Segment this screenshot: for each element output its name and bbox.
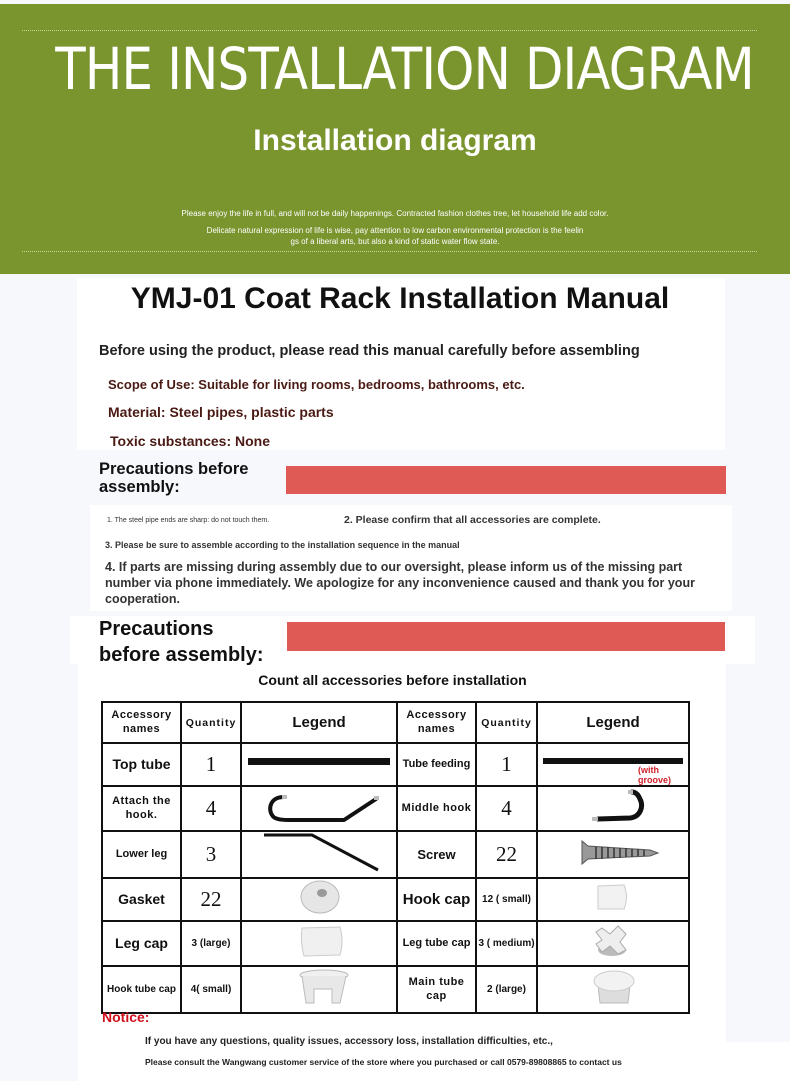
accessory-quantity: 4: [476, 786, 537, 831]
leg-tube-cap-icon: [540, 922, 686, 960]
legend-cell: [241, 831, 397, 878]
precautions-heading-2-line1: Precautions: [99, 618, 214, 640]
accessory-quantity: 22: [476, 831, 537, 878]
attach-hook-icon: [244, 787, 394, 825]
lower-leg-icon: [244, 832, 394, 872]
legend-cell: [241, 743, 397, 786]
precaution-note-1: 1. The steel pipe ends are sharp: do not touch them.: [107, 517, 270, 524]
header-quantity: Quantity: [476, 702, 537, 743]
manual-title: YMJ-01 Coat Rack Installation Manual: [130, 282, 670, 315]
accessory-quantity: 22: [181, 878, 241, 921]
hook-tube-cap-icon: [244, 967, 394, 1007]
precautions-heading: Precautions before assembly:: [99, 460, 249, 497]
banner-tagline-3: gs of a liberal arts, but also a kind of static water flow state.: [290, 237, 500, 246]
groove-note: (with groove): [638, 765, 672, 785]
accessory-name: Screw: [397, 831, 476, 878]
legend-cell: [537, 921, 689, 966]
gasket-icon: [244, 879, 394, 915]
table-row: [102, 966, 689, 1013]
hook-cap-icon: [540, 881, 686, 913]
accessory-quantity: 1: [476, 743, 537, 786]
table-row: [102, 786, 689, 831]
notice-label: Notice:: [102, 1009, 150, 1025]
accessory-name: Tube feeding: [397, 743, 476, 786]
accessory-quantity: 1: [181, 743, 241, 786]
dotted-divider: [22, 251, 757, 252]
material: Material: Steel pipes, plastic parts: [108, 404, 334, 420]
precaution-note-2: 2. Please confirm that all accessories are complete.: [344, 514, 601, 526]
accessory-name: Leg cap: [102, 921, 181, 966]
accessory-name: Hook tube cap: [102, 966, 181, 1013]
accessory-quantity: 2 (large): [476, 966, 537, 1013]
legend-cell: [537, 786, 689, 831]
accessory-name: Top tube: [102, 743, 181, 786]
dotted-divider: [22, 30, 757, 31]
legend-cell: [537, 743, 689, 786]
banner-title: THE INSTALLATION DIAGRAM: [55, 35, 754, 103]
legend-cell: [241, 786, 397, 831]
header-legend: Legend: [537, 702, 689, 743]
leg-cap-icon: [244, 923, 394, 959]
precaution-note-3: 3. Please be sure to assemble according to the installation sequence in the manual: [105, 540, 460, 550]
accessory-quantity: 3 (large): [181, 921, 241, 966]
table-header-row: [102, 702, 689, 743]
count-title: Count all accessories before installation: [258, 672, 527, 688]
legend-cell: [537, 878, 689, 921]
header-accessory-names: Accessory names: [397, 702, 476, 743]
legend-cell: [537, 966, 689, 1013]
precautions-heading-2-line2: before assembly:: [99, 644, 264, 666]
accessory-name: Leg tube cap: [397, 921, 476, 966]
banner-tagline-2: Delicate natural expression of life is wise, pay attention to low carbon environmental protection is the feelin: [206, 226, 584, 235]
notice-line-1: If you have any questions, quality issues, accessory loss, installation difficulties, etc.,: [145, 1036, 553, 1047]
accessory-quantity: 3: [181, 831, 241, 878]
precaution-note-4: 4. If parts are missing during assembly due to our oversight, please inform us of the missing part number via phone immediately. We apologize for any inconvenience caused and thank you for your cooperation.: [105, 560, 695, 606]
notice-line-2: Please consult the Wangwang customer service of the store where you purchased or call 0579-89808865 to contact us: [145, 1057, 622, 1067]
manual-lead: Before using the product, please read this manual carefully before assembling: [99, 343, 640, 359]
toxic-substances: Toxic substances: None: [110, 433, 271, 449]
accessory-quantity: 4: [181, 786, 241, 831]
accessory-name: Gasket: [102, 878, 181, 921]
legend-cell: [241, 966, 397, 1013]
straight-tube-icon: [244, 747, 394, 777]
accessory-quantity: 12 ( small): [476, 878, 537, 921]
legend-cell: [241, 921, 397, 966]
banner-subtitle: Installation diagram: [253, 124, 537, 157]
table-row: [102, 743, 689, 786]
scope-of-use: Scope of Use: Suitable for living rooms, bedrooms, bathrooms, etc.: [108, 377, 525, 392]
table-row: [102, 878, 689, 921]
accessory-name: Hook cap: [397, 878, 476, 921]
accessory-name: Middle hook: [397, 786, 476, 831]
main-tube-cap-icon: [540, 967, 686, 1007]
table-row: [102, 831, 689, 878]
accessory-name: Main tube cap: [397, 966, 476, 1013]
accessory-quantity: 3 ( medium): [476, 921, 537, 966]
header-accessory-names: Accessory names: [102, 702, 181, 743]
red-bar: [286, 466, 726, 494]
red-bar: [287, 622, 725, 651]
accessory-table: [101, 701, 690, 1014]
middle-hook-icon: [540, 787, 686, 825]
legend-cell: [537, 831, 689, 878]
screw-icon: [540, 837, 686, 867]
legend-cell: [241, 878, 397, 921]
accessory-quantity: 4( small): [181, 966, 241, 1013]
header-quantity: Quantity: [181, 702, 241, 743]
table-row: [102, 921, 689, 966]
header-legend: Legend: [241, 702, 397, 743]
header-banner: [0, 4, 790, 274]
banner-tagline-1: Please enjoy the life in full, and will not be daily happenings. Contracted fashion clothes tree, let household life add color.: [181, 209, 609, 218]
precautions-heading-2: [99, 616, 264, 668]
accessory-name: Lower leg: [102, 831, 181, 878]
accessory-name: Attach the hook.: [102, 786, 181, 831]
